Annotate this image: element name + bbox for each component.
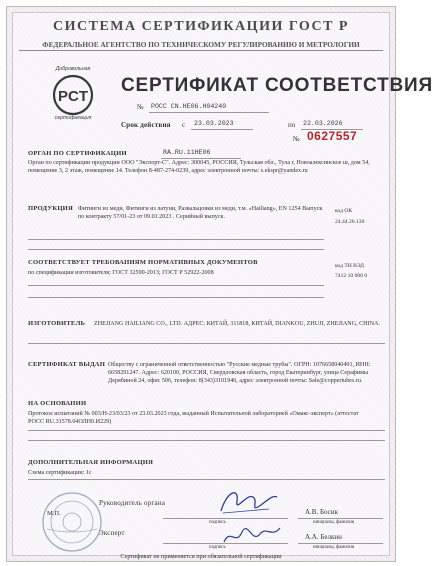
head-initials-caption: инициалы, фамилия — [313, 520, 355, 525]
product-divider-2 — [28, 249, 324, 250]
validity-from-label: с — [182, 121, 186, 129]
okp-label: код ОК — [335, 208, 353, 214]
product-label: ПРОДУКЦИЯ — [28, 205, 73, 212]
serial-number: 0627557 — [307, 129, 358, 143]
expert-signature — [218, 516, 286, 552]
certificate-frame — [12, 12, 433, 560]
cert-body-text: Орган по сертификации продукции ООО "Экспорт-С". Адрес: 300045, РОССИЯ, Тульская обл., Тула г, Новоалексинское ш, дом 54, помещение 3, 2 этаж, помещение 14. Телефон 8-487-274-0239, адрес электронной почты: s.ekspr@yandex.ru — [28, 160, 370, 175]
product-divider — [28, 239, 324, 240]
basis-text: Протокол испытаний № 003/Н-23/03/23 от 23.03.2023 года, выданный Испытательной лабораторией «Омакс-эксперт» (аттестат РОСС RU.31578.04ОЛН0.И229) — [28, 411, 359, 426]
manufacturer-label: ИЗГОТОВИТЕЛЬ — [28, 320, 86, 327]
gost-r-logo-icon — [47, 64, 99, 122]
reg-number-underline — [149, 112, 269, 113]
tnved-label: код ТН ВЭД — [335, 263, 364, 269]
reg-number: РОСС CN.НЕ06.Н04240 — [151, 103, 227, 110]
compliance-label: СООТВЕТСТВУЕТ ТРЕБОВАНИЯМ НОРМАТИВНЫХ ДОКУМЕНТОВ — [28, 259, 258, 266]
gost-r-logo — [47, 64, 99, 122]
expert-signature-icon — [218, 516, 286, 552]
head-sign-caption: подпись — [209, 520, 226, 525]
issued-to-label: СЕРТИФИКАТ ВЫДАН — [28, 361, 106, 368]
expert-initials-caption: инициалы, фамилия — [313, 545, 355, 550]
tnved-code: 7412 10 000 0 — [335, 273, 368, 279]
product-text: Фитинги из меди, Фитинги из латуни, Развальцовки из меди, т.м. «Hailiang», EN 1254 Выпуск по контракту 57/01-23 от 09.01.2023 . Серийный выпуск. — [78, 206, 323, 221]
manufacturer-divider — [28, 343, 385, 344]
agency-name: ФЕДЕРАЛЬНОЕ АГЕНТСТВО ПО ТЕХНИЧЕСКОМУ РЕГУЛИРОВАНИЮ И МЕТРОЛОГИИ — [42, 40, 360, 49]
validity-to-label: по — [288, 121, 296, 129]
issued-to-text: Обществу с ограниченной ответственностью "Русские медные трубы". ОГРН: 1076658040491, ИНН: 6658291247. Адрес: 620100, РОССИЯ, Свердловская область, город Екатеринбург, улица Серафимы Дерябиной 24, офис 506, телефон: 8(343)3101946, адрес электронной почты: Sale@coppertubes.ru. — [108, 362, 371, 385]
expert-label: Эксперт — [99, 529, 125, 537]
okp-code: 24.44.26.130 — [335, 219, 365, 225]
seal-icon — [41, 491, 103, 553]
logo-top-text: Добровольная — [55, 66, 91, 72]
header-divider — [19, 50, 383, 51]
validity-label: Срок действия — [121, 121, 171, 129]
svg-text:PCT: PCT — [58, 88, 88, 105]
from-underline — [191, 129, 253, 130]
additional-info-label: ДОПОЛНИТЕЛЬНАЯ ИНФОРМАЦИЯ — [28, 459, 154, 466]
seal-stamp — [41, 491, 103, 553]
cert-body-label: ОРГАН ПО СЕРТИФИКАЦИИ — [28, 150, 127, 157]
expert-sign-line — [163, 543, 288, 544]
head-label: Руководитель органа — [99, 499, 166, 507]
certificate-title: СЕРТИФИКАТ СООТВЕТСТВИЯ — [121, 75, 433, 96]
expert-name: А.А. Белкин — [305, 533, 342, 541]
compliance-divider-2 — [28, 297, 324, 298]
stamp-label: М.П. — [47, 510, 61, 517]
reg-number-label: № — [137, 103, 144, 111]
head-name-line — [298, 518, 383, 519]
certificate-page — [6, 6, 433, 562]
footer-note: Сертификат не применяется при обязательной сертификации — [120, 553, 282, 560]
expert-sign-caption: подпись — [209, 545, 226, 550]
basis-divider — [28, 430, 385, 431]
compliance-divider — [28, 285, 324, 286]
validity-from-date: 23.03.2023 — [194, 120, 234, 127]
basis-label: НА ОСНОВАНИИ — [28, 400, 87, 407]
compliance-text: по спецификации изготовителя; ГОСТ 32590-2013; ГОСТ Р 52922-2008 — [28, 270, 214, 276]
basis-divider-2 — [28, 440, 385, 441]
expert-name-line — [298, 543, 383, 544]
cert-body-code: RA.RU.11НЕ06 — [163, 149, 211, 156]
additional-info-text: Схема сертификации: 1с — [28, 470, 92, 476]
validity-to-date: 22.03.2026 — [303, 120, 343, 127]
manufacturer-text: ZHEJIANG HAILIANG CO., LTD. АДРЕС: КИТАЙ, 311818, КИТАЙ, DIANKOU, ZHUJI, ZHEJIANG, CHINA. — [94, 321, 380, 327]
serial-label: № — [293, 135, 300, 143]
additional-divider — [28, 479, 385, 480]
logo-bottom-text: сертификация — [54, 115, 92, 121]
head-name: А.В. Босик — [305, 508, 338, 516]
system-title: СИСТЕМА СЕРТИФИКАЦИИ ГОСТ Р — [53, 19, 349, 34]
